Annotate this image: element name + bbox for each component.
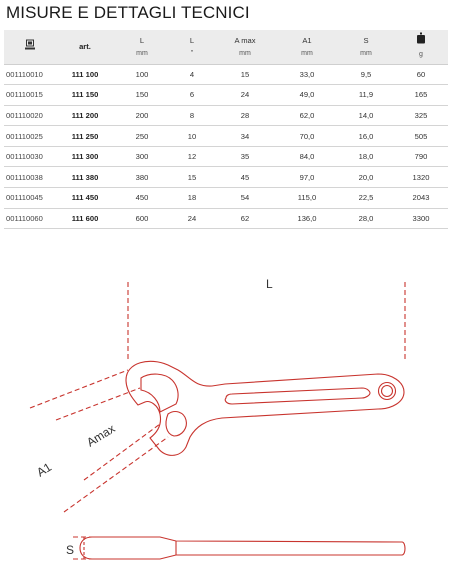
cell-value: 28,0 <box>338 208 394 229</box>
cell-value: 60 <box>394 64 448 85</box>
cell-value: 22,5 <box>338 188 394 209</box>
wrench-jaw-inner <box>141 374 178 412</box>
table-row <box>4 208 448 229</box>
cell-code: 001110010 <box>4 64 56 85</box>
cell-value: 16,0 <box>338 126 394 147</box>
cell-value: 3300 <box>394 208 448 229</box>
table-row <box>4 146 448 167</box>
cell-art: 111 150 <box>56 85 114 106</box>
spec-table <box>4 30 448 229</box>
header-s: S mm <box>338 30 394 64</box>
cell-value: 136,0 <box>276 208 338 229</box>
cell-value: 45 <box>214 167 276 188</box>
cell-value: 24 <box>214 85 276 106</box>
cell-value: 12 <box>170 146 214 167</box>
cell-value: 380 <box>114 167 170 188</box>
weight-icon <box>415 32 427 44</box>
cell-value: 115,0 <box>276 188 338 209</box>
header-code <box>4 30 56 64</box>
cell-value: 14,0 <box>338 105 394 126</box>
cell-value: 70,0 <box>276 126 338 147</box>
cell-value: 10 <box>170 126 214 147</box>
cell-value: 15 <box>170 167 214 188</box>
cell-value: 18 <box>170 188 214 209</box>
cell-value: 62,0 <box>276 105 338 126</box>
cell-art: 111 200 <box>56 105 114 126</box>
wrench-handle-slot <box>225 388 370 404</box>
wrench-worm-screw <box>166 412 186 436</box>
cell-value: 6 <box>170 85 214 106</box>
cell-value: 24 <box>170 208 214 229</box>
table-row <box>4 64 448 85</box>
table-row <box>4 85 448 106</box>
cell-code: 001110020 <box>4 105 56 126</box>
label-amax: Amax <box>84 421 118 450</box>
cell-art: 111 250 <box>56 126 114 147</box>
header-amax: A max mm <box>214 30 276 64</box>
cell-code: 001110015 <box>4 85 56 106</box>
cell-value: 4 <box>170 64 214 85</box>
cell-value: 200 <box>114 105 170 126</box>
header-a1: A1 mm <box>276 30 338 64</box>
cell-value: 18,0 <box>338 146 394 167</box>
cell-value: 450 <box>114 188 170 209</box>
cell-code: 001110030 <box>4 146 56 167</box>
cell-value: 300 <box>114 146 170 167</box>
cell-value: 54 <box>214 188 276 209</box>
cell-value: 600 <box>114 208 170 229</box>
table-header-row <box>4 30 448 64</box>
label-s: S <box>66 543 75 557</box>
cell-value: 8 <box>170 105 214 126</box>
dimension-line-a1-upper <box>30 370 128 408</box>
table-row <box>4 105 448 126</box>
cell-value: 325 <box>394 105 448 126</box>
catalog-code-icon <box>24 39 36 51</box>
cell-value: 35 <box>214 146 276 167</box>
cell-value: 150 <box>114 85 170 106</box>
cell-value: 28 <box>214 105 276 126</box>
cell-art: 111 450 <box>56 188 114 209</box>
cell-art: 111 100 <box>56 64 114 85</box>
cell-value: 97,0 <box>276 167 338 188</box>
cell-value: 49,0 <box>276 85 338 106</box>
cell-art: 111 380 <box>56 167 114 188</box>
cell-code: 001110060 <box>4 208 56 229</box>
cell-value: 20,0 <box>338 167 394 188</box>
cell-value: 84,0 <box>276 146 338 167</box>
header-length-mm: L mm <box>114 30 170 64</box>
wrench-side-view <box>80 537 405 559</box>
label-l: L <box>266 277 273 291</box>
cell-value: 1320 <box>394 167 448 188</box>
header-art: art. <box>56 30 114 64</box>
cell-value: 9,5 <box>338 64 394 85</box>
page-title: MISURE E DETTAGLI TECNICI <box>6 3 250 22</box>
cell-art: 111 300 <box>56 146 114 167</box>
cell-art: 111 600 <box>56 208 114 229</box>
cell-value: 100 <box>114 64 170 85</box>
table-row <box>4 188 448 209</box>
cell-value: 505 <box>394 126 448 147</box>
cell-value: 15 <box>214 64 276 85</box>
table-row <box>4 126 448 147</box>
cell-value: 11,9 <box>338 85 394 106</box>
label-a1: A1 <box>34 459 55 480</box>
header-weight: g <box>394 30 448 64</box>
header-length-inch: L " <box>170 30 214 64</box>
table-row <box>4 167 448 188</box>
cell-value: 2043 <box>394 188 448 209</box>
cell-code: 001110045 <box>4 188 56 209</box>
wrench-technical-drawing <box>0 262 452 584</box>
cell-code: 001110025 <box>4 126 56 147</box>
cell-value: 33,0 <box>276 64 338 85</box>
cell-value: 34 <box>214 126 276 147</box>
dimension-line-a1-lower <box>64 437 168 512</box>
cell-value: 250 <box>114 126 170 147</box>
cell-value: 790 <box>394 146 448 167</box>
cell-value: 165 <box>394 85 448 106</box>
cell-value: 62 <box>214 208 276 229</box>
cell-code: 001110038 <box>4 167 56 188</box>
